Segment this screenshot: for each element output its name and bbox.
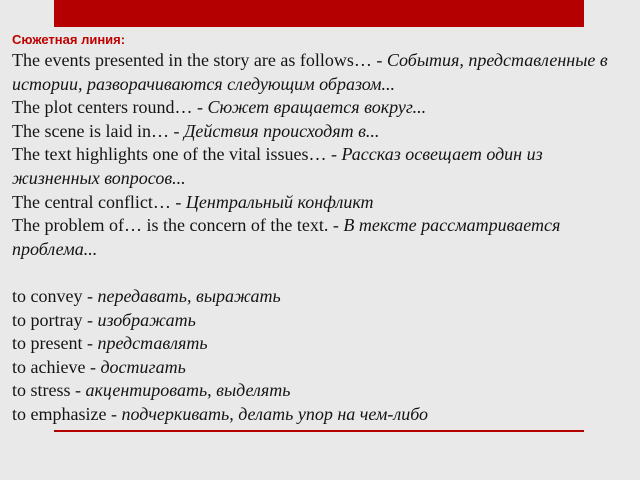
verb-line [12,379,634,403]
verb-ru: подчеркивать, делать упор на чем-либо [121,403,429,424]
verb-ru: представлять [97,333,208,354]
verb-en: to emphasize - [12,403,122,424]
phrase-en: The events presented in the story are as follows… - [12,50,387,70]
phrase-line [12,191,634,215]
divider-line [54,430,584,432]
phrase-ru: Центральный конфликт [185,191,374,212]
verb-en: to portray - [12,309,98,330]
verb-line [12,356,634,380]
verb-en: to present - [12,333,98,354]
phrase-ru: Действия происходят в... [183,120,380,141]
phrase-line [12,214,634,261]
vocabulary-content [12,49,634,427]
verb-en: to achieve - [12,356,101,377]
phrase-ru: В тексте рассматривается проблема... [12,215,561,259]
spacer [12,261,634,285]
phrase-ru: Рассказ освещает один из жизненных вопросов... [12,144,543,188]
phrase-ru: События, представленные в истории, разворачиваются следующим образом... [12,50,608,94]
verb-line [12,332,634,356]
verb-line [12,403,634,427]
phrase-ru: Сюжет вращается вокруг... [207,97,427,118]
phrase-en: The scene is laid in… - [12,120,184,141]
header-bar [54,0,584,27]
phrase-en: The central conflict… - [12,191,186,212]
phrase-line [12,49,634,96]
phrase-line [12,143,634,190]
verb-ru: изображать [97,309,196,330]
verb-ru: акцентировать, выделять [85,380,291,401]
verb-line [12,309,634,333]
phrase-en: The plot centers round… - [12,97,208,118]
verb-en: to convey - [12,285,98,306]
section-heading: Сюжетная линия: [12,32,126,47]
phrase-en: The text highlights one of the vital issues… - [12,144,342,165]
verb-line [12,285,634,309]
phrase-line [12,120,634,144]
verb-en: to stress - [12,380,86,401]
verb-ru: передавать, выражать [97,285,281,306]
verb-ru: достигать [100,356,186,377]
phrase-line [12,96,634,120]
phrase-en: The problem of… is the concern of the text. - [12,215,344,236]
